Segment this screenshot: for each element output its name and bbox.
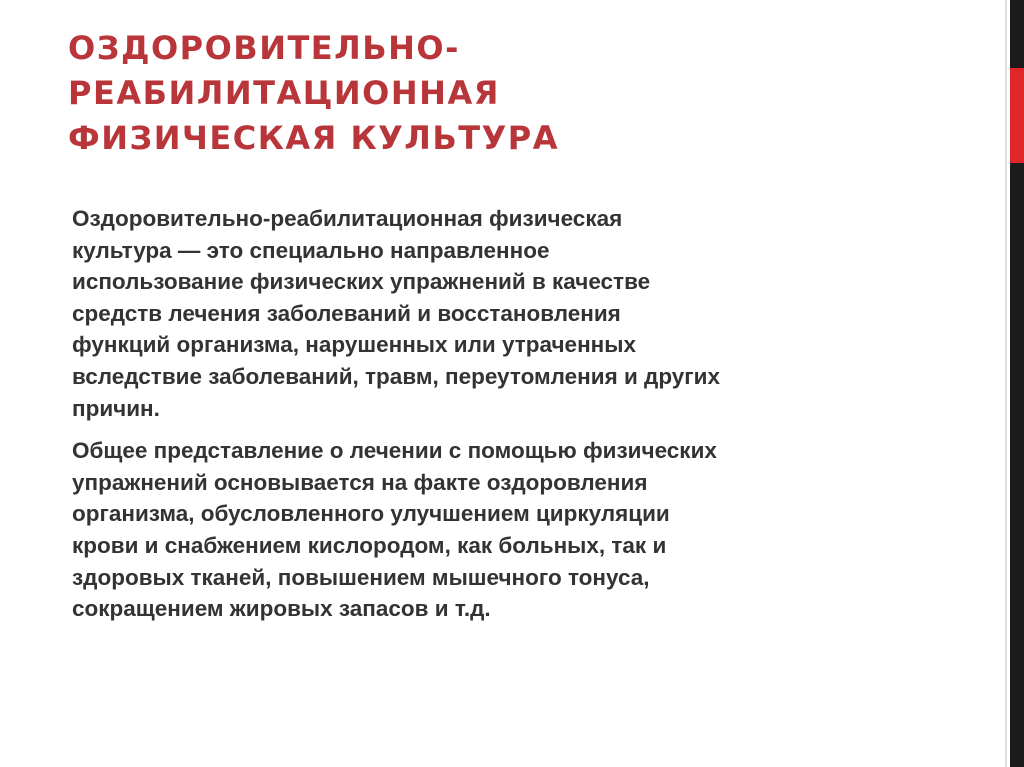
title-line: ОЗДОРОВИТЕЛЬНО- — [68, 29, 460, 67]
body-line: Общее представление о лечении с помощью физических — [72, 438, 717, 464]
body-line: культура — это специально направленное — [72, 237, 550, 263]
explanation-paragraph — [72, 435, 972, 625]
title-line: ФИЗИЧЕСКАЯ КУЛЬТУРА — [68, 119, 559, 157]
slide-title — [68, 26, 888, 161]
body-line: функций организма, нарушенных или утраченных — [72, 332, 636, 358]
slide-body — [72, 203, 972, 625]
body-line: крови и снабжением кислородом, как больных, так и — [72, 532, 667, 558]
body-line: здоровых тканей, повышением мышечного тонуса, — [72, 564, 650, 590]
body-line: причин. — [72, 395, 160, 421]
body-line: упражнений основывается на факте оздоровления — [72, 469, 648, 495]
body-line: вследствие заболеваний, травм, переутомления и других — [72, 363, 721, 389]
definition-paragraph — [72, 203, 972, 424]
body-line: Оздоровительно-реабилитационная физическая — [72, 206, 623, 231]
body-line: средств лечения заболеваний и восстановления — [72, 300, 621, 326]
edge-divider-line — [1005, 0, 1007, 767]
body-line: организма, обусловленного улучшением циркуляции — [72, 501, 670, 527]
title-line: РЕАБИЛИТАЦИОННАЯ — [68, 74, 500, 112]
edge-red-accent — [1010, 68, 1024, 163]
body-line: использование физических упражнений в качестве — [72, 269, 651, 295]
body-line: сокращением жировых запасов и т.д. — [72, 596, 491, 622]
